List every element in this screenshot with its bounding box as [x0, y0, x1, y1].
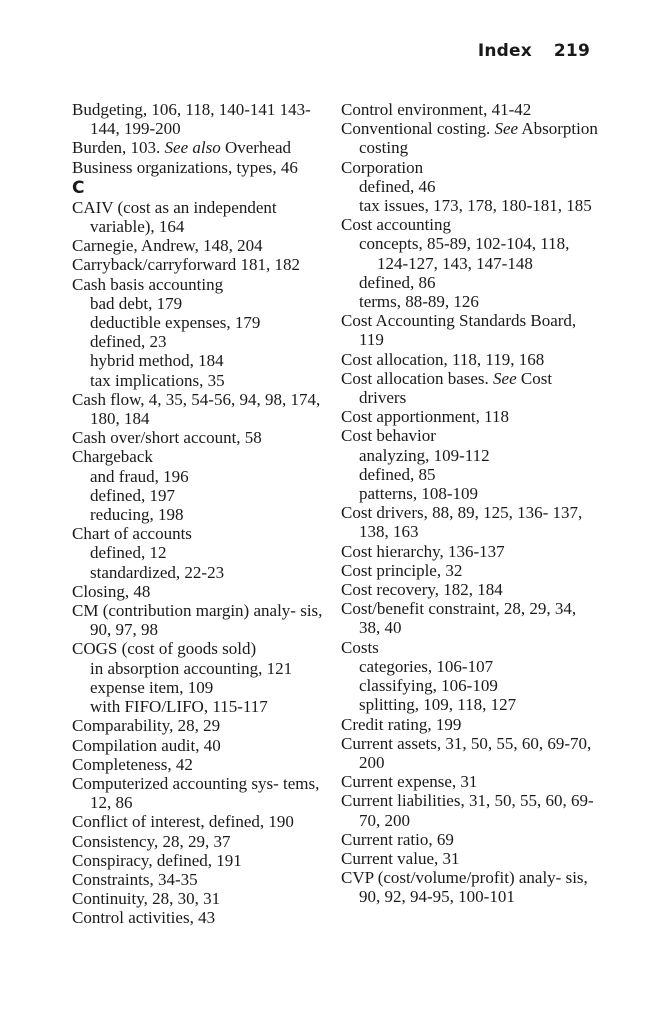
entry-text-part: Burden, 103.: [72, 138, 165, 158]
index-subentry: standardized, 22-23: [90, 562, 225, 582]
index-entry: Chargeback: [72, 447, 153, 467]
entry-text-part: Cost allocation bases.: [341, 368, 494, 388]
index-entry: Computerized accounting sys- tems, 12, 86: [72, 773, 320, 813]
index-entry: Consistency, 28, 29, 37: [72, 831, 231, 851]
index-entry: Cost recovery, 182, 184: [341, 580, 503, 600]
index-entry: Closing, 48: [72, 581, 151, 601]
cross-reference-label: See: [493, 368, 517, 388]
index-entry: Completeness, 42: [72, 754, 193, 774]
index-subentry: classifying, 106-109: [359, 676, 498, 696]
index-entry: Constraints, 34-35: [72, 869, 198, 889]
running-head: [478, 41, 590, 61]
index-entry: Control environment, 41-42: [341, 100, 532, 119]
index-entry: Cost behavior: [341, 426, 436, 446]
index-entry: Cost allocation, 118, 119, 168: [341, 349, 545, 369]
index-subentry: patterns, 108-109: [359, 484, 478, 504]
entry-text-part: Absorption costing: [359, 119, 598, 158]
index-entry: Cash flow, 4, 35, 54-56, 94, 98, 174, 180, 184: [72, 389, 321, 429]
index-subentry: splitting, 109, 118, 127: [359, 695, 517, 715]
index-subentry: analyzing, 109-112: [359, 445, 490, 465]
index-subentry: defined, 23: [90, 332, 167, 352]
index-subentry: concepts, 85-89, 102-104, 118, 124-127, 143, 147-148: [359, 234, 570, 273]
index-entry: Cash basis accounting: [72, 274, 224, 294]
index-entry: Current ratio, 69: [341, 829, 454, 849]
index-entry: [341, 369, 601, 407]
index-column-left: [72, 100, 334, 928]
page-number: 219: [553, 41, 590, 61]
index-entry: Carryback/carryforward 181, 182: [72, 255, 300, 275]
index-subentry: defined, 12: [90, 543, 167, 563]
index-entry: [72, 138, 334, 157]
index-entry: Cost hierarchy, 136-137: [341, 541, 505, 561]
index-entry: Costs: [341, 637, 379, 657]
index-subentry: hybrid method, 184: [90, 351, 224, 371]
index-entry: Current expense, 31: [341, 772, 478, 792]
letter-heading: C: [72, 177, 85, 198]
index-entry: Control activities, 43: [72, 908, 216, 928]
index-column-right: [341, 100, 601, 907]
index-entry: Cost drivers, 88, 89, 125, 136- 137, 138, 163: [341, 503, 583, 542]
index-subentry: reducing, 198: [90, 505, 184, 525]
index-subentry: in absorption accounting, 121: [90, 658, 293, 678]
index-entry: Current liabilities, 31, 50, 55, 60, 69-70, 200: [341, 791, 594, 830]
index-entry: Current value, 31: [341, 848, 460, 868]
entry-text-part: Overhead: [220, 138, 292, 158]
index-entry: Comparability, 28, 29: [72, 716, 221, 736]
index-entry: CVP (cost/volume/profit) analy- sis, 90, 92, 94-95, 100-101: [341, 868, 588, 907]
index-subentry: defined, 85: [359, 464, 436, 484]
index-entry: Cost accounting: [341, 215, 452, 235]
index-subentry: defined, 86: [359, 272, 436, 292]
index-entry: Credit rating, 199: [341, 714, 462, 734]
index-entry: Cost Accounting Standards Board, 119: [341, 311, 577, 350]
cross-reference-label: See: [494, 119, 519, 139]
index-entry: COGS (cost of goods sold): [72, 639, 257, 659]
index-entry: Cost/benefit constraint, 28, 29, 34, 38, 40: [341, 599, 577, 638]
index-subentry: bad debt, 179: [90, 293, 183, 313]
index-entry: Chart of accounts: [72, 524, 192, 544]
entry-text-part: Conventional costing.: [341, 119, 495, 139]
index-entry: Corporation: [341, 157, 424, 177]
index-subentry: tax issues, 173, 178, 180-181, 185: [359, 196, 592, 216]
index-entry: Compilation audit, 40: [72, 735, 221, 755]
index-subentry: and fraud, 196: [90, 466, 189, 486]
index-entry: Conflict of interest, defined, 190: [72, 812, 294, 832]
header-title: Index: [477, 41, 532, 61]
index-entry: Conspiracy, defined, 191: [72, 850, 242, 870]
index-entry: Cash over/short account, 58: [72, 428, 262, 448]
index-entry: Cost apportionment, 118: [341, 407, 509, 427]
index-entry: CM (contribution margin) analy- sis, 90, 97, 98: [72, 601, 323, 640]
index-subentry: expense item, 109: [90, 677, 214, 697]
index-entry: Budgeting, 106, 118, 140-141 143-144, 199-200: [72, 100, 311, 139]
index-entry: Cost principle, 32: [341, 560, 463, 580]
index-subentry: with FIFO/LIFO, 115-117: [90, 697, 268, 717]
index-subentry: defined, 46: [359, 176, 436, 196]
index-subentry: terms, 88-89, 126: [359, 292, 479, 312]
index-subentry: deductible expenses, 179: [90, 313, 261, 333]
index-entry: [341, 119, 601, 157]
cross-reference-label: See also: [164, 138, 221, 158]
index-subentry: defined, 197: [90, 485, 175, 505]
entry-text-part: Cost drivers: [359, 368, 553, 408]
index-entry: Current assets, 31, 50, 55, 60, 69-70, 200: [341, 733, 592, 772]
index-entry: Carnegie, Andrew, 148, 204: [72, 236, 263, 256]
index-entry: Continuity, 28, 30, 31: [72, 889, 221, 909]
index-subentry: tax implications, 35: [90, 370, 225, 390]
index-entry: Business organizations, types, 46: [72, 157, 298, 177]
index-entry: CAIV (cost as an independent variable), 164: [72, 197, 277, 237]
index-subentry: categories, 106-107: [359, 656, 494, 676]
